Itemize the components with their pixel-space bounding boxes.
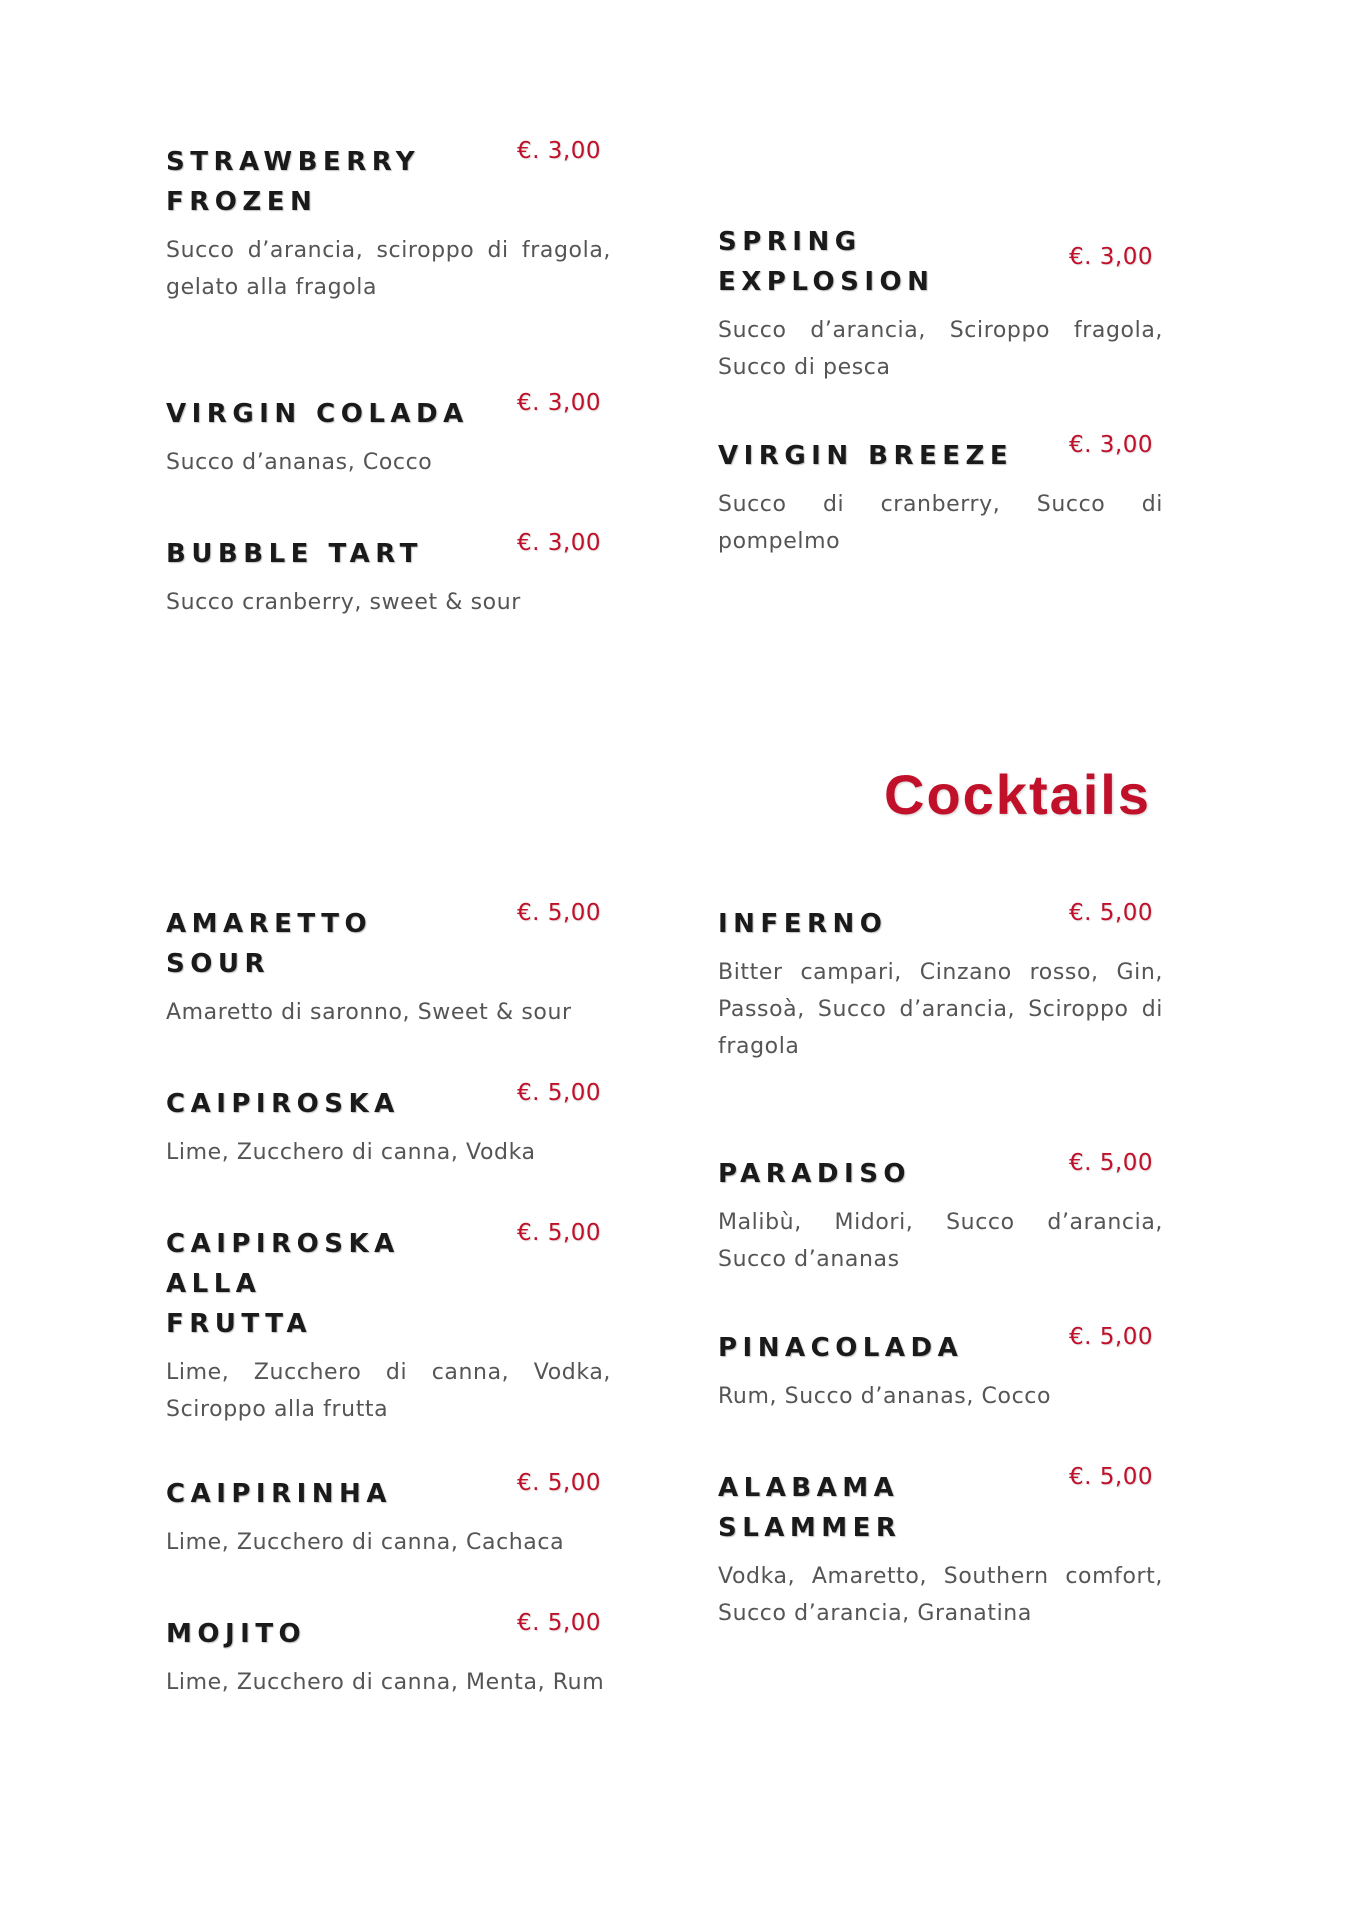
item-name: AMARETTO SOUR: [166, 909, 373, 979]
item-description: Lime, Zucchero di canna, Vodka, Sciroppo alla frutta: [166, 1360, 611, 1422]
item-name: SPRING EXPLOSION: [718, 227, 935, 297]
item-price: €. 3,00: [517, 138, 601, 164]
item-name: VIRGIN COLADA: [166, 399, 469, 429]
menu-item-strawberry-frozen: [166, 138, 611, 306]
item-name: VIRGIN BREEZE: [718, 441, 1014, 471]
item-description: Lime, Zucchero di canna, Menta, Rum: [166, 1670, 605, 1695]
item-name: INFERNO: [718, 909, 888, 939]
item-name: STRAWBERRY FROZEN: [166, 147, 421, 217]
menu-item-alabama-slammer: [718, 1464, 1163, 1632]
menu-item-mojito: [166, 1610, 611, 1701]
item-name: MOJITO: [166, 1619, 307, 1649]
item-description: Succo d’arancia, Sciroppo fragola, Succo di pesca: [718, 318, 1163, 380]
item-description: Succo di cranberry, Succo di pompelmo: [718, 492, 1163, 554]
item-description: Succo d’ananas, Cocco: [166, 450, 433, 475]
item-name: CAIPIRINHA: [166, 1479, 392, 1509]
item-name: PINACOLADA: [718, 1333, 964, 1363]
item-name: CAIPIROSKA: [166, 1089, 400, 1119]
item-price: €. 5,00: [517, 1080, 601, 1106]
item-price: €. 5,00: [1069, 1324, 1153, 1350]
item-description: Succo cranberry, sweet & sour: [166, 590, 521, 615]
menu-item-paradiso: [718, 1150, 1163, 1278]
item-price: €. 5,00: [1069, 1464, 1153, 1490]
menu-item-pinacolada: [718, 1324, 1163, 1415]
item-price: €. 3,00: [1069, 432, 1153, 458]
item-name: BUBBLE TART: [166, 539, 423, 569]
item-description: Rum, Succo d’ananas, Cocco: [718, 1384, 1052, 1409]
item-price: €. 5,00: [517, 1610, 601, 1636]
item-description: Lime, Zucchero di canna, Vodka: [166, 1140, 536, 1165]
menu-item-caipirinha: [166, 1470, 611, 1561]
section-title-cocktails: Cocktails: [884, 763, 1151, 826]
item-description: Vodka, Amaretto, Southern comfort, Succo d’arancia, Granatina: [718, 1564, 1163, 1626]
item-price: €. 5,00: [517, 900, 601, 926]
item-price: €. 3,00: [517, 530, 601, 556]
menu-item-spring-explosion: [718, 222, 1163, 386]
item-price: €. 5,00: [1069, 1150, 1153, 1176]
item-description: Lime, Zucchero di canna, Cachaca: [166, 1530, 565, 1555]
item-name: PARADISO: [718, 1159, 912, 1189]
item-price: €. 5,00: [1069, 900, 1153, 926]
item-price: €. 3,00: [1069, 244, 1153, 270]
menu-item-caipiroska-alla-frutta: [166, 1220, 611, 1428]
item-price: €. 3,00: [517, 390, 601, 416]
item-description: Malibù, Midori, Succo d’arancia, Succo d’ananas: [718, 1210, 1163, 1272]
menu-item-bubble-tart: [166, 530, 611, 621]
item-name: CAIPIROSKA ALLA FRUTTA: [166, 1229, 400, 1339]
item-price: €. 5,00: [517, 1470, 601, 1496]
menu-item-virgin-breeze: [718, 432, 1163, 560]
item-price: €. 5,00: [517, 1220, 601, 1246]
menu-item-inferno: [718, 900, 1163, 1065]
item-description: Succo d’arancia, sciroppo di fragola, gelato alla fragola: [166, 238, 611, 300]
menu-item-caipiroska: [166, 1080, 611, 1171]
item-description: Amaretto di saronno, Sweet & sour: [166, 1000, 572, 1025]
item-name: ALABAMA SLAMMER: [718, 1473, 902, 1543]
menu-item-virgin-colada: [166, 390, 611, 481]
menu-item-amaretto-sour: [166, 900, 611, 1031]
item-description: Bitter campari, Cinzano rosso, Gin, Passoà, Succo d’arancia, Sciroppo di fragola: [718, 960, 1163, 1059]
